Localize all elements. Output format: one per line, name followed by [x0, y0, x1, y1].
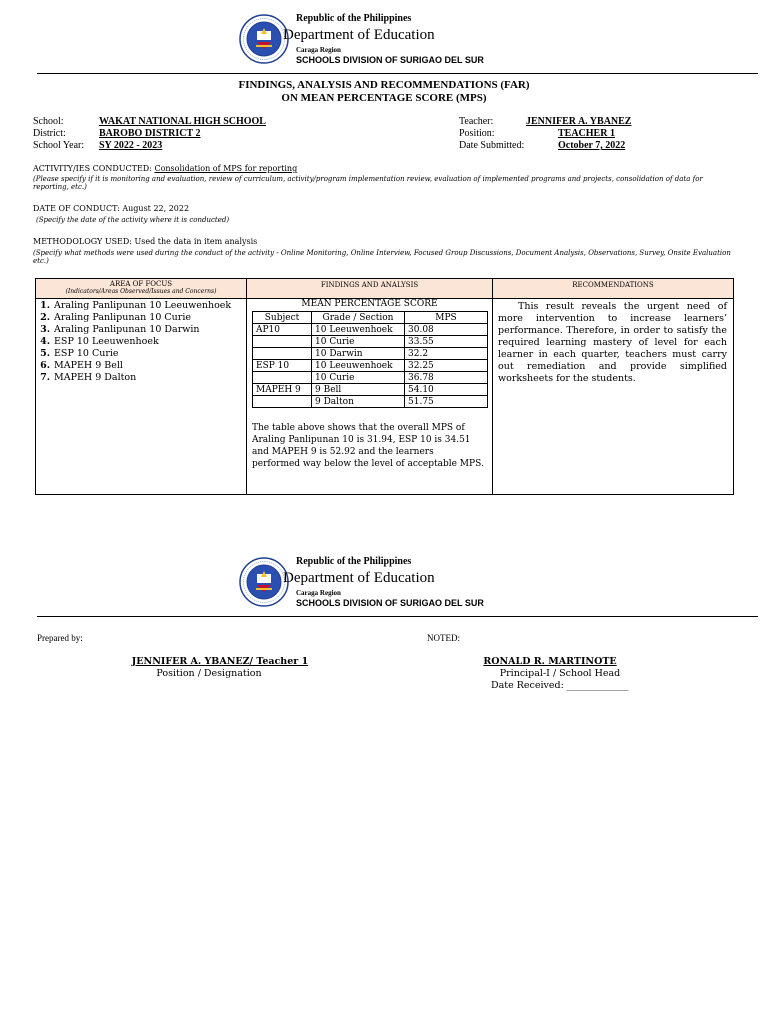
- table-cell: 54.10: [405, 384, 488, 396]
- list-item-number: 1.: [40, 300, 50, 311]
- document-title-line1: FINDINGS, ANALYSIS AND RECOMMENDATIONS (FAR): [238, 79, 530, 91]
- prepared-by-label: Prepared by:: [37, 633, 83, 643]
- conduct-value: August 22, 2022: [122, 204, 190, 213]
- header-republic: Republic of the Philippines: [296, 556, 412, 567]
- header-republic: Republic of the Philippines: [296, 13, 412, 24]
- table-cell: 10 Darwin: [312, 348, 405, 360]
- position-value: TEACHER 1: [558, 128, 615, 139]
- list-item-text: MAPEH 9 Dalton: [54, 372, 137, 383]
- list-item-text: ESP 10 Leeuwenhoek: [54, 336, 159, 347]
- list-item: [36, 336, 246, 348]
- area-of-focus-header: [36, 279, 246, 299]
- table-cell: ESP 10: [253, 360, 312, 372]
- list-item-text: ESP 10 Curie: [54, 348, 119, 359]
- table-cell: [253, 396, 312, 408]
- date-submitted-value: October 7, 2022: [558, 140, 626, 151]
- table-cell: MAPEH 9: [253, 384, 312, 396]
- list-item-number: 4.: [40, 336, 50, 347]
- mps-header-subject: Subject: [253, 312, 312, 324]
- list-item: [36, 348, 246, 360]
- findings-column: [247, 279, 493, 494]
- list-item-number: 5.: [40, 348, 50, 359]
- header-department: Department of Education: [283, 570, 435, 586]
- position-label: Position:: [459, 128, 495, 139]
- table-cell: 10 Leeuwenhoek: [312, 324, 405, 336]
- noter-name: RONALD R. MARTINOTE: [483, 656, 617, 667]
- list-item-text: Araling Panlipunan 10 Curie: [54, 312, 192, 323]
- table-cell: 30.08: [405, 324, 488, 336]
- conduct-label: DATE OF CONDUCT:: [33, 204, 120, 213]
- teacher-label: Teacher:: [459, 116, 494, 127]
- conduct-line: [33, 204, 189, 213]
- list-item: [36, 360, 246, 372]
- header-division: SCHOOLS DIVISION OF SURIGAO DEL SUR: [296, 598, 484, 608]
- header-division: SCHOOLS DIVISION OF SURIGAO DEL SUR: [296, 55, 484, 65]
- table-cell: 9 Bell: [312, 384, 405, 396]
- findings-header: FINDINGS AND ANALYSIS: [247, 279, 492, 299]
- preparer-role: Position / Designation: [156, 668, 262, 679]
- table-row: [253, 372, 488, 384]
- table-row: [253, 336, 488, 348]
- list-item-text: MAPEH 9 Bell: [54, 360, 123, 371]
- list-item-text: Araling Panlipunan 10 Darwin: [54, 324, 200, 335]
- header-rule: [37, 616, 758, 617]
- table-cell: [253, 372, 312, 384]
- methodology-note: (Specify what methods were used during the conduct of the activity - Online Monitoring, Online Interview, Focused Group Discussions, Document Analysis, Observations, Survey, Onsite Evaluation etc.): [33, 249, 731, 265]
- noted-label: NOTED:: [427, 633, 460, 643]
- header-region: Caraga Region: [296, 46, 341, 54]
- activity-label: ACTIVITY/IES CONDUCTED:: [33, 164, 152, 173]
- area-of-focus-title: AREA OF FOCUS: [109, 280, 173, 288]
- deped-seal-icon: [239, 557, 289, 607]
- table-cell: 36.78: [405, 372, 488, 384]
- activity-note: (Please specify if it is monitoring and evaluation, review of curriculum, activity/program implementation review, evaluation of implemented programs and projects, consolidation of data for reporting, etc.): [33, 175, 703, 191]
- date-received: Date Received: _____________: [491, 680, 629, 691]
- conduct-note: (Specify the date of the activity where it is conducted): [36, 216, 230, 224]
- header-region: Caraga Region: [296, 589, 341, 597]
- school-label: School:: [33, 116, 64, 127]
- list-item: [36, 312, 246, 324]
- methodology-line: [33, 237, 257, 246]
- district-value: BAROBO DISTRICT 2: [99, 128, 201, 139]
- mps-table-title: MEAN PERCENTAGE SCORE: [301, 299, 438, 309]
- document-title-line2: ON MEAN PERCENTAGE SCORE (MPS): [281, 92, 487, 104]
- table-row: [253, 396, 488, 408]
- table-cell: 10 Leeuwenhoek: [312, 360, 405, 372]
- area-of-focus-column: [36, 279, 247, 494]
- table-cell: AP10: [253, 324, 312, 336]
- recommendation-text: This result reveals the urgent need of more intervention to increase learners’ performance. Therefore, in order to satisfy the required learning mastery of level for each learner in each quarter, teachers must carry out remediation and provide simplified worksheets for the students.: [498, 301, 727, 384]
- far-table: [35, 278, 734, 495]
- header-department: Department of Education: [283, 27, 435, 43]
- deped-seal-icon: [239, 14, 289, 64]
- list-item-number: 2.: [40, 312, 50, 323]
- mps-table: [252, 311, 488, 408]
- table-cell: 10 Curie: [312, 372, 405, 384]
- table-row: [253, 324, 488, 336]
- mps-table-body: [253, 324, 488, 408]
- recommendations-header: RECOMMENDATIONS: [493, 279, 733, 299]
- list-item-number: 6.: [40, 360, 50, 371]
- activity-line: [33, 164, 297, 173]
- date-submitted-label: Date Submitted:: [459, 140, 525, 151]
- mps-header-mps: MPS: [405, 312, 488, 324]
- table-cell: [253, 348, 312, 360]
- table-cell: 32.25: [405, 360, 488, 372]
- list-item-text: Araling Panlipunan 10 Leeuwenhoek: [54, 300, 232, 311]
- list-item: [36, 372, 246, 384]
- area-of-focus-list: [36, 300, 246, 384]
- header-rule: [37, 73, 758, 74]
- activity-value: Consolidation of MPS for reporting: [154, 164, 298, 173]
- teacher-value: JENNIFER A. YBANEZ: [526, 116, 632, 127]
- recommendations-column: [493, 279, 733, 494]
- methodology-label: METHODOLOGY USED:: [33, 237, 132, 246]
- table-cell: 32.2: [405, 348, 488, 360]
- methodology-value: Used the data in item analysis: [134, 237, 258, 246]
- table-cell: [253, 336, 312, 348]
- list-item-number: 7.: [40, 372, 50, 383]
- preparer-name: JENNIFER A. YBANEZ/ Teacher 1: [131, 656, 309, 667]
- list-item-number: 3.: [40, 324, 50, 335]
- table-cell: 10 Curie: [312, 336, 405, 348]
- table-row: [253, 348, 488, 360]
- table-cell: 51.75: [405, 396, 488, 408]
- mps-header-grade-section: Grade / Section: [312, 312, 405, 324]
- table-cell: 9 Dalton: [312, 396, 405, 408]
- school-value: WAKAT NATIONAL HIGH SCHOOL: [99, 116, 266, 127]
- area-of-focus-subtitle: (Indicators/Areas Observed/Issues and Concerns): [65, 288, 217, 295]
- analysis-text: The table above shows that the overall MPS of Araling Panlipunan 10 is 31.94, ESP 10 is 34.51 and MAPEH 9 is 52.92 and the learners performed way below the level of acceptable MPS.: [252, 423, 484, 469]
- table-row: [253, 360, 488, 372]
- list-item: [36, 324, 246, 336]
- table-row: [253, 384, 488, 396]
- district-label: District:: [33, 128, 66, 139]
- noter-role: Principal-I / School Head: [499, 668, 621, 679]
- list-item: [36, 300, 246, 312]
- school-year-label: School Year:: [33, 140, 85, 151]
- table-cell: 33.55: [405, 336, 488, 348]
- school-year-value: SY 2022 - 2023: [99, 140, 163, 151]
